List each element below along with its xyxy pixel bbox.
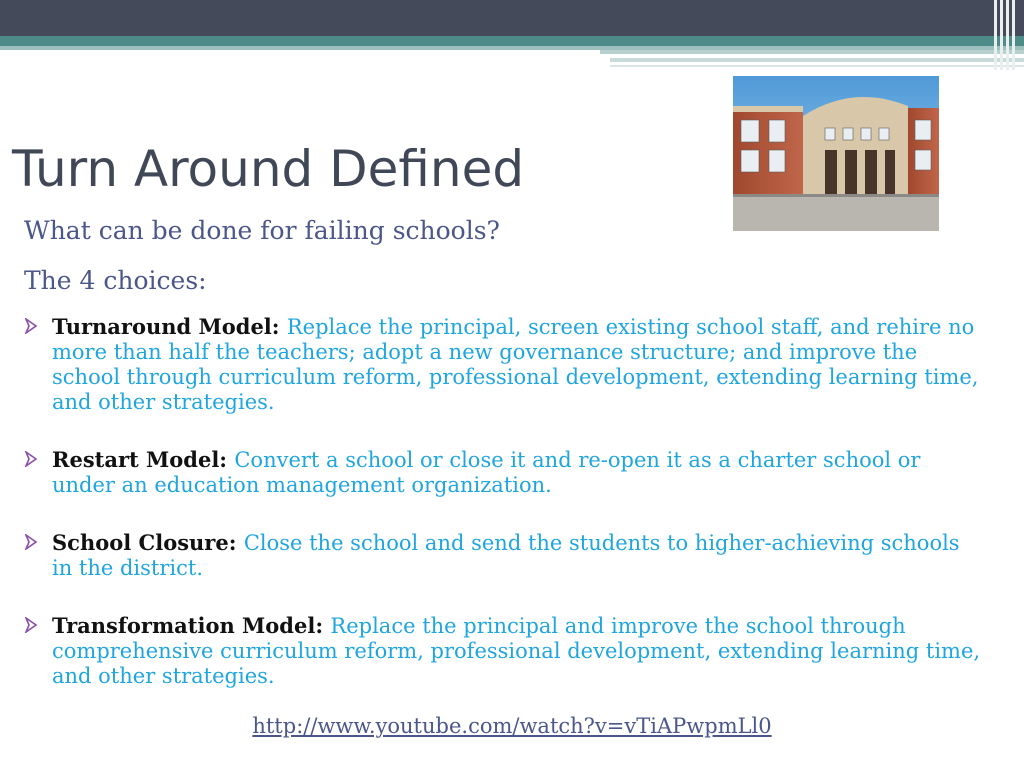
arrow-bullet-icon xyxy=(24,534,38,550)
list-item xyxy=(24,447,984,498)
header-stripe xyxy=(0,36,1024,46)
list-item xyxy=(24,314,984,415)
choice-text: Close the school and send the students to higher-achieving schools in the district. xyxy=(52,531,960,580)
choices-list xyxy=(24,314,984,721)
subtitle-question: What can be done for failing schools? xyxy=(24,216,500,245)
list-item xyxy=(24,530,984,581)
subtitle-choices: The 4 choices: xyxy=(24,266,207,295)
choice-heading: Restart Model: xyxy=(52,447,235,472)
choice-heading: Transformation Model: xyxy=(52,613,331,638)
arrow-bullet-icon xyxy=(24,617,38,633)
list-item xyxy=(24,613,984,689)
header-stripe-light xyxy=(610,58,1024,62)
choice-text: Convert a school or close it and re-open it as a charter school or under an education management organization. xyxy=(52,448,921,497)
choice-text: Replace the principal and improve the school through comprehensive curriculum reform, professional development, extending learning time, and other strategies. xyxy=(52,614,981,688)
school-building-photo xyxy=(733,76,939,231)
youtube-link[interactable]: http://www.youtube.com/watch?v=vTiAPwpmLl0 xyxy=(252,714,772,738)
arrow-bullet-icon xyxy=(24,451,38,467)
choice-heading: Turnaround Model: xyxy=(52,314,287,339)
header-vertical-lines xyxy=(990,0,1024,70)
arrow-bullet-icon xyxy=(24,318,38,334)
choice-heading: School Closure: xyxy=(52,530,244,555)
slide-title: Turn Around Defined xyxy=(12,140,525,198)
header-stripe-light xyxy=(600,50,1024,54)
header-stripe-light xyxy=(610,65,1024,67)
choice-text: Replace the principal, screen existing school staff, and rehire no more than half the teachers; adopt a new governance structure; and improve the school through curriculum reform, professional development, extending learning time, and other strategies. xyxy=(52,315,979,414)
header-bar xyxy=(0,0,1024,36)
